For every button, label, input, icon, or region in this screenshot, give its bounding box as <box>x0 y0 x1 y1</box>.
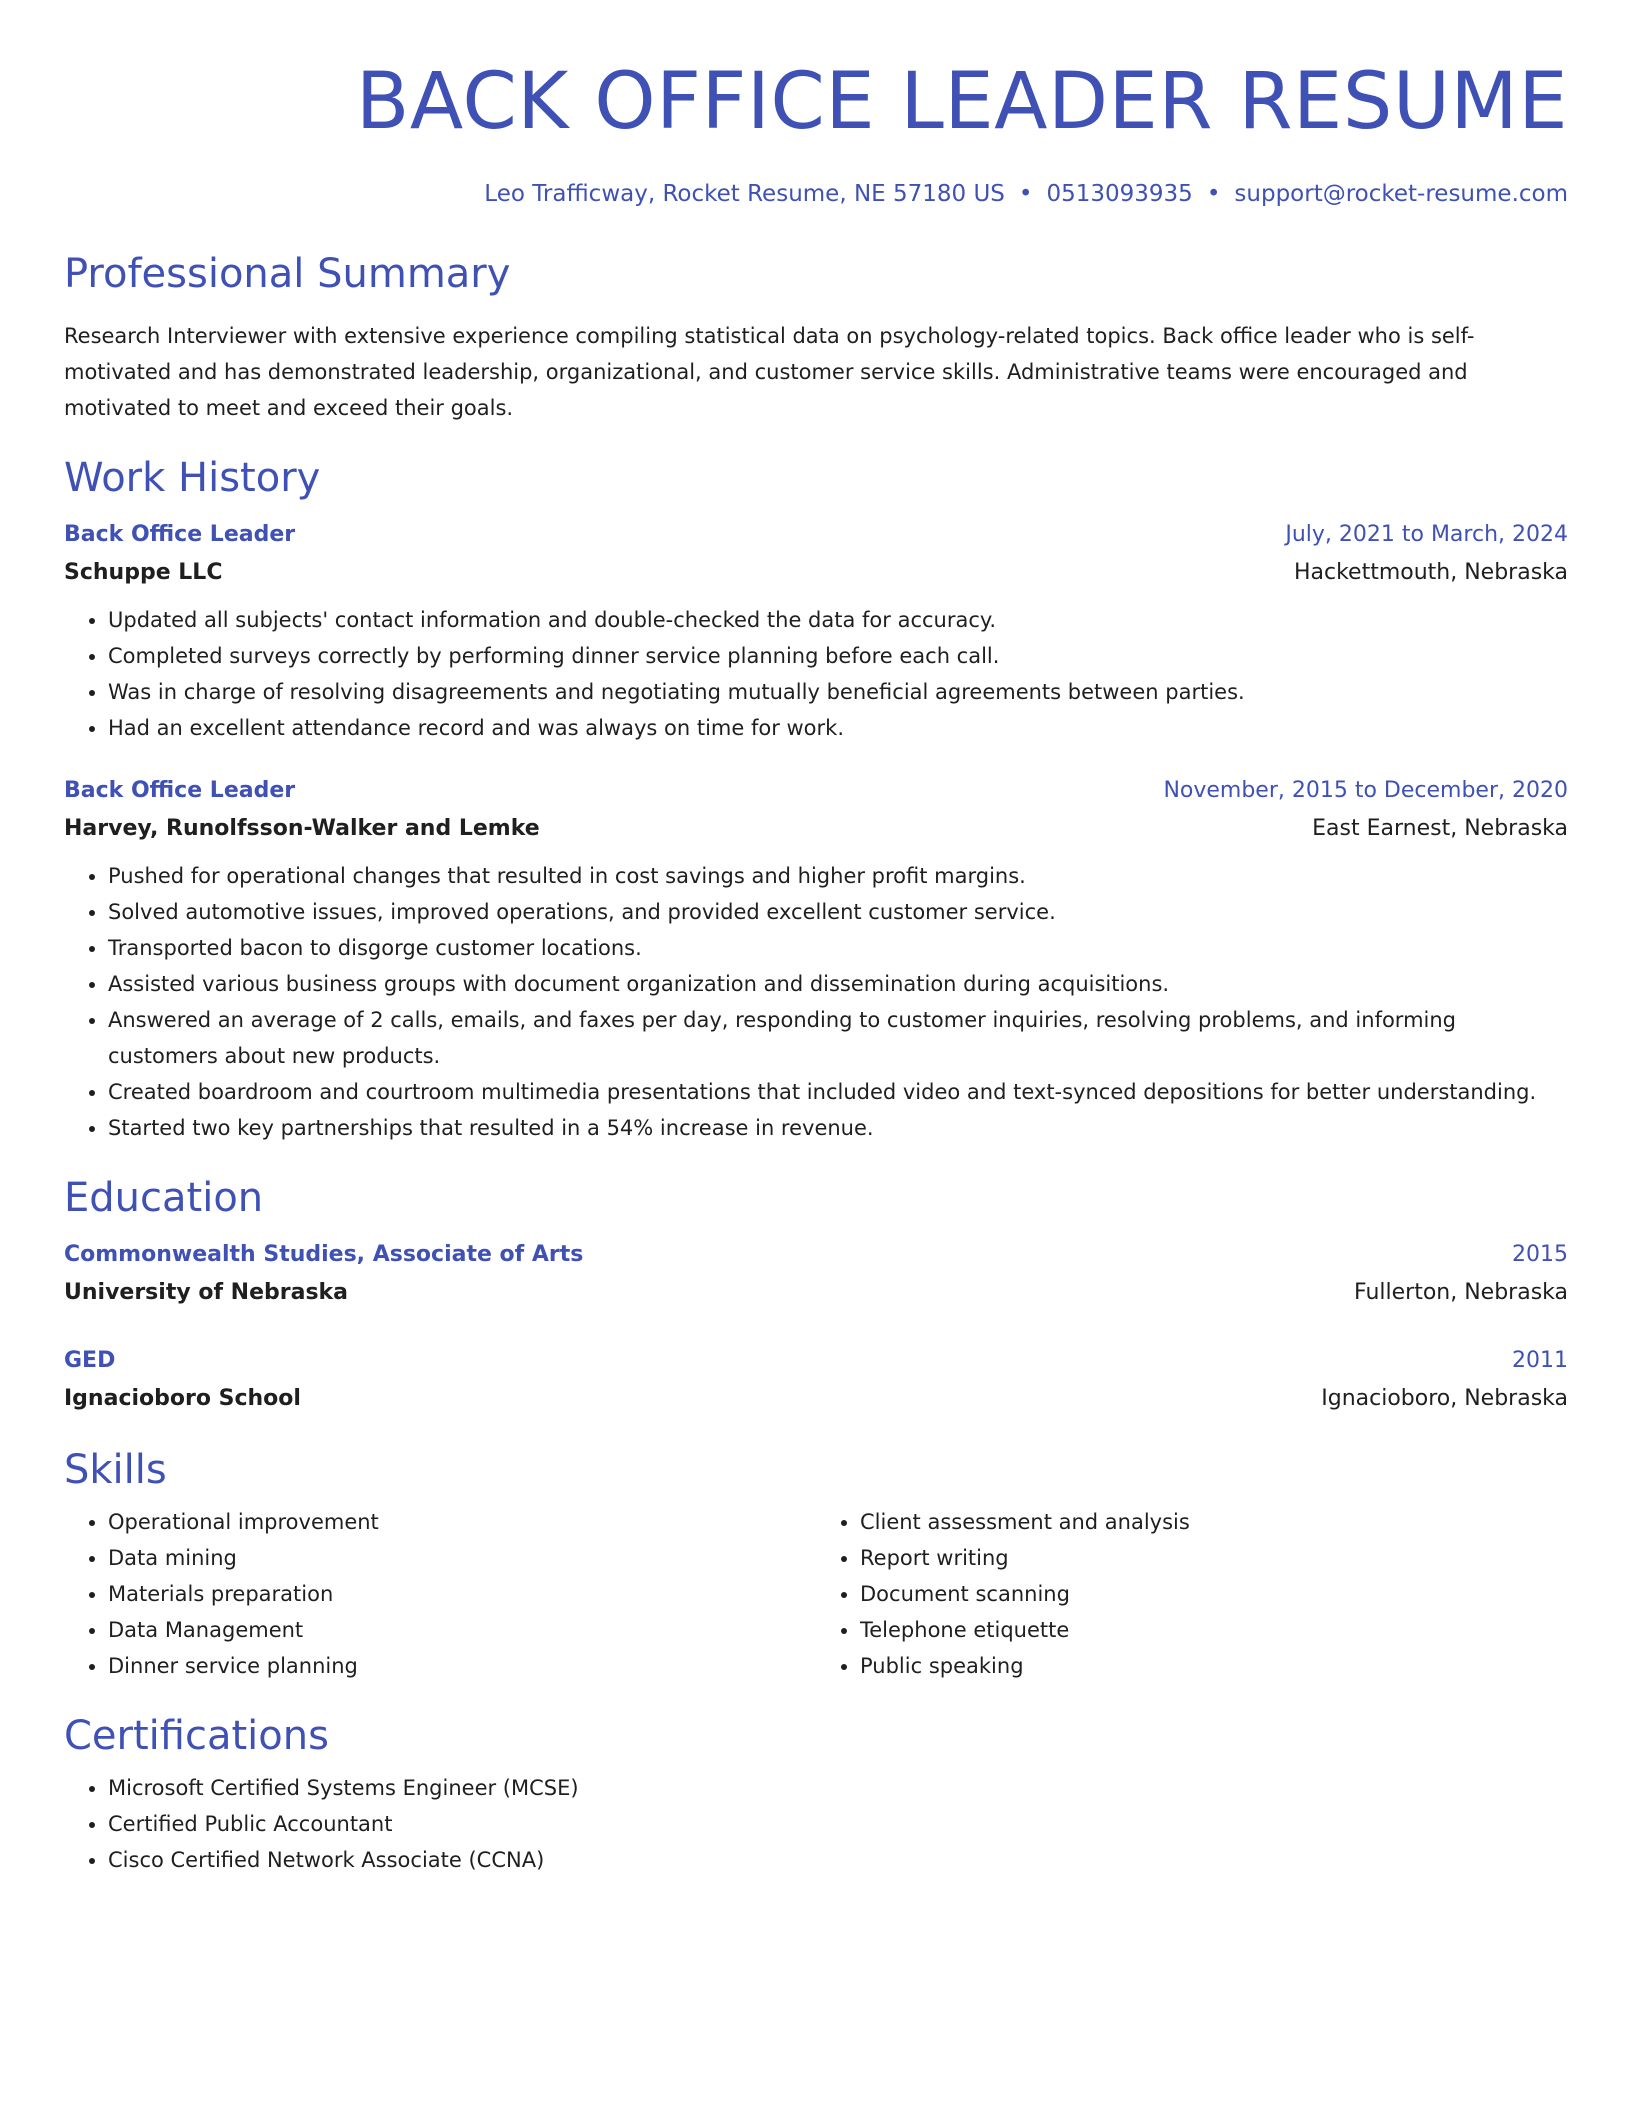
contact-address: Leo Trafficway, Rocket Resume, NE 57180 US <box>484 181 1005 207</box>
summary-heading: Professional Summary <box>64 251 511 297</box>
job-bullet: • Started two key partnerships that resulted in a 54% increase in revenue. <box>108 1110 1568 1146</box>
skill-item: • Data Management <box>108 1612 816 1648</box>
job-company-row <box>64 810 1568 848</box>
job-company: Schuppe LLC <box>64 560 223 585</box>
education-degree: Commonwealth Studies, Associate of Arts <box>64 1242 584 1267</box>
education-location: Fullerton, Nebraska <box>1354 1280 1568 1305</box>
certifications-heading: Certifications <box>64 1713 329 1759</box>
job-role: Back Office Leader <box>64 522 296 547</box>
certification-item: • Cisco Certified Network Associate (CCNA) <box>108 1842 1568 1878</box>
certifications-list <box>64 1770 1568 1878</box>
contact-email: support@rocket-resume.com <box>1234 181 1568 207</box>
resume-page <box>64 0 1568 1878</box>
skill-item: • Dinner service planning <box>108 1648 816 1684</box>
education-school: Ignacioboro School <box>64 1386 301 1411</box>
job-bullet: • Solved automotive issues, improved operations, and provided excellent customer service. <box>108 894 1568 930</box>
skill-item: • Client assessment and analysis <box>860 1504 1568 1540</box>
education-heading: Education <box>64 1175 264 1221</box>
skill-item: • Data mining <box>108 1540 816 1576</box>
skill-item: • Report writing <box>860 1540 1568 1576</box>
education-school: University of Nebraska <box>64 1280 349 1305</box>
job-title-row <box>64 772 1568 810</box>
skills-heading: Skills <box>64 1447 167 1493</box>
job-role: Back Office Leader <box>64 778 296 803</box>
job-bullet: • Was in charge of resolving disagreements and negotiating mutually beneficial agreements between parties. <box>108 674 1568 710</box>
skill-item: • Materials preparation <box>108 1576 816 1612</box>
job-company-row <box>64 554 1568 592</box>
work-history-heading: Work History <box>64 455 321 501</box>
education-location: Ignacioboro, Nebraska <box>1321 1386 1568 1411</box>
education-year: 2015 <box>1512 1242 1568 1267</box>
job-title-row <box>64 516 1568 554</box>
job-dates: November, 2015 to December, 2020 <box>1163 778 1568 803</box>
contact-separator: • <box>1018 181 1033 207</box>
certification-item: • Microsoft Certified Systems Engineer (MCSE) <box>108 1770 1568 1806</box>
skill-item: • Public speaking <box>860 1648 1568 1684</box>
job-bullet: • Updated all subjects' contact information and double-checked the data for accuracy. <box>108 602 1568 638</box>
skills-columns <box>64 1504 1568 1684</box>
job-dates: July, 2021 to March, 2024 <box>1285 522 1568 547</box>
job-location: East Earnest, Nebraska <box>1312 816 1568 841</box>
education-year: 2011 <box>1512 1348 1568 1373</box>
skills-list-left <box>64 1504 816 1684</box>
job-bullet: • Pushed for operational changes that resulted in cost savings and higher profit margins. <box>108 858 1568 894</box>
job-entry <box>64 772 1568 1146</box>
education-entry <box>64 1236 1568 1312</box>
skill-item: • Telephone etiquette <box>860 1612 1568 1648</box>
job-bullets <box>64 858 1568 1146</box>
job-location: Hackettmouth, Nebraska <box>1293 560 1568 585</box>
skill-item: • Operational improvement <box>108 1504 816 1540</box>
skill-item: • Document scanning <box>860 1576 1568 1612</box>
summary-text: Research Interviewer with extensive experience compiling statistical data on psychology-related topics. Back office leader who is self-motivated and has demonstrated leadership, organizational, and customer service skills. Administrative teams were encouraged and motivated to meet and exceed their goals. <box>64 324 1475 420</box>
education-degree: GED <box>64 1348 116 1373</box>
contact-separator: • <box>1206 181 1221 207</box>
contact-phone: 0513093935 <box>1046 181 1193 207</box>
job-entry <box>64 516 1568 746</box>
skills-list-right <box>816 1504 1568 1684</box>
certification-item: • Certified Public Accountant <box>108 1806 1568 1842</box>
job-bullet: • Had an excellent attendance record and was always on time for work. <box>108 710 1568 746</box>
contact-line <box>64 178 1568 210</box>
education-degree-row <box>64 1342 1568 1380</box>
job-bullet: • Transported bacon to disgorge customer locations. <box>108 930 1568 966</box>
job-bullet: • Assisted various business groups with document organization and dissemination during acquisitions. <box>108 966 1568 1002</box>
resume-title: BACK OFFICE LEADER RESUME <box>355 57 1568 147</box>
education-entry <box>64 1342 1568 1418</box>
education-school-row <box>64 1274 1568 1312</box>
job-bullet: • Completed surveys correctly by performing dinner service planning before each call. <box>108 638 1568 674</box>
job-bullet: • Answered an average of 2 calls, emails, and faxes per day, responding to customer inquiries, resolving problems, and informing customers about new products. <box>108 1002 1568 1074</box>
education-school-row <box>64 1380 1568 1418</box>
job-company: Harvey, Runolfsson-Walker and Lemke <box>64 816 540 841</box>
education-degree-row <box>64 1236 1568 1274</box>
job-bullet: • Created boardroom and courtroom multimedia presentations that included video and text-synced depositions for better understanding. <box>108 1074 1568 1110</box>
job-bullets <box>64 602 1568 746</box>
